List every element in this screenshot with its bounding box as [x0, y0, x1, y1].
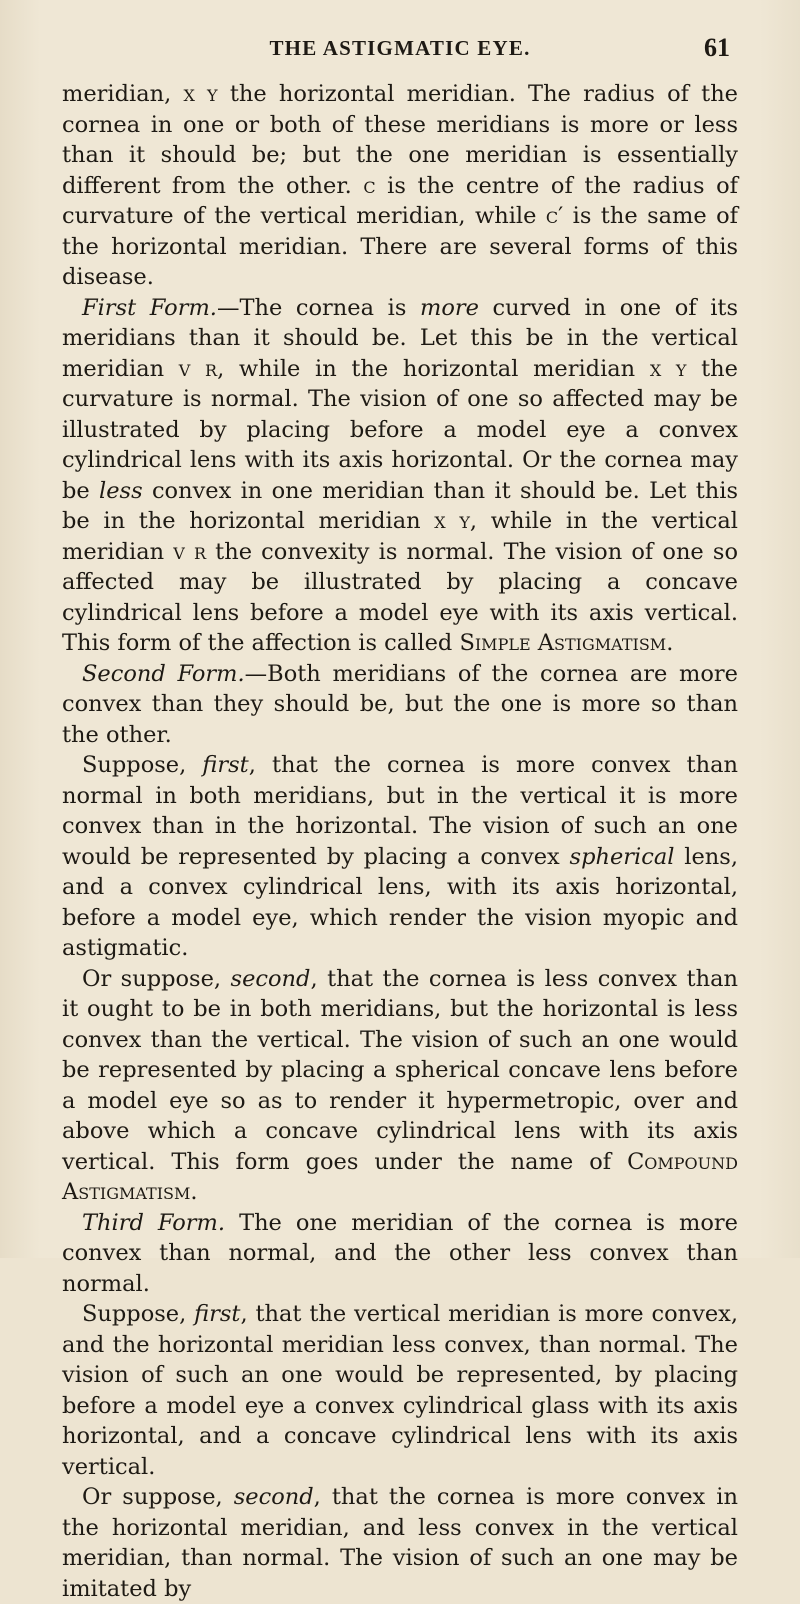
body-text: [62, 79, 738, 1604]
text-run: The one meridian of the cornea is more convex than normal, and the other less convex than normal.: [62, 1209, 738, 1297]
italic-text: Second Form.: [82, 660, 245, 687]
small-caps-text: v r: [173, 538, 207, 565]
page-header: [0, 0, 800, 70]
small-caps-text: x y: [434, 508, 470, 534]
paragraph: [62, 293, 738, 659]
text-run: the convexity is normal. The vision of one so affected may be illustrated by placing a concave cylindrical lens before a model eye with its axis vertical. This form of the affection is called: [62, 538, 738, 656]
italic-text: less: [99, 477, 143, 504]
small-caps-text: Compound Astigmatism: [62, 1148, 738, 1205]
italic-text: spherical: [569, 843, 675, 870]
italic-text: first: [194, 1301, 241, 1327]
italic-text: more: [419, 294, 479, 321]
italic-text: first: [202, 752, 249, 778]
paragraph: [62, 1299, 738, 1482]
text-run: .: [666, 630, 674, 656]
paragraph: [62, 750, 738, 964]
paragraph: [62, 964, 738, 1208]
italic-text: second: [230, 965, 311, 992]
text-run: , that the cornea is less convex than it ought to be in both meridians, but the horizontal is less convex than the vertical. The vision of such an one would be represented by placing a spherical concave lens before a model eye so as to render it hypermetropic, over and above which a concave cylindrical lens with its axis vertical. This form goes under the name of: [62, 965, 738, 1175]
italic-text: second: [233, 1484, 314, 1510]
paragraph: [62, 1208, 738, 1300]
text-run: the horizontal meridian. The radius of the cornea in one or both of these meridians is more or less than it should be; but the one meridian is essentially different from the other.: [62, 81, 738, 199]
text-run: meridian,: [62, 81, 184, 107]
text-run: Suppose,: [82, 1301, 195, 1327]
text-run: Suppose,: [82, 752, 203, 778]
paragraph: [62, 1482, 738, 1604]
italic-text: First Form.: [82, 294, 217, 321]
running-title: THE ASTIGMATIC EYE.: [269, 36, 531, 60]
text-run: lens, and a convex cylindrical lens, with its axis horizontal, before a model eye, which render the vision myopic and astigmatic.: [62, 843, 738, 961]
text-run: , that the vertical meridian is more convex, and the horizontal meridian less convex, than normal. The vision of such an one would be represented, by placing before a model eye a convex cylindrical glass with its axis horizontal, and a concave cylindrical lens with its axis vertical.: [62, 1301, 738, 1480]
paragraph: [62, 79, 738, 293]
text-run: , while in the horizontal meridian: [217, 355, 650, 382]
text-run: the curvature is normal. The vision of one so affected may be illustrated by placing before a model eye a convex cylindrical lens with its axis horizontal. Or the cornea may be: [62, 355, 738, 504]
small-caps-text: c′: [545, 203, 564, 229]
italic-text: Third Form.: [82, 1209, 226, 1236]
small-caps-text: v r: [178, 355, 218, 382]
small-caps-text: x y: [183, 81, 218, 107]
small-caps-text: c: [363, 172, 376, 199]
text-run: is the same of the horizontal meridian. There are several forms of this disease.: [62, 203, 739, 290]
small-caps-text: Simple Astigmatism: [459, 630, 667, 656]
text-run: Or suppose,: [82, 1484, 234, 1510]
page-number: 61: [704, 33, 730, 62]
text-run: curved in one of its meridians than it should be. Let this be in the vertical meridian: [62, 294, 738, 382]
text-run: , that the cornea is more convex than normal in both meridians, but in the vertical it is more convex than in the horizontal. The vision of such an one would be represented by placing a convex: [62, 752, 738, 870]
small-caps-text: x y: [649, 355, 687, 382]
text-run: convex in one meridian than it should be. Let this be in the horizontal meridian: [62, 477, 738, 534]
text-run: .: [190, 1179, 198, 1205]
text-run: Or suppose,: [82, 965, 231, 992]
text-run: —The cornea is: [216, 294, 420, 321]
text-run: , while in the vertical meridian: [62, 508, 739, 565]
text-run: —Both meridians of the cornea are more convex than they should be, but the one is more so than the other.: [62, 660, 738, 748]
text-run: , that the cornea is more convex in the horizontal meridian, and less convex in the vertical meridian, than normal. The vision of such an one may be imitated by: [62, 1484, 738, 1602]
text-run: is the centre of the radius of curvature of the vertical meridian, while: [62, 172, 738, 229]
paragraph: [62, 659, 738, 751]
